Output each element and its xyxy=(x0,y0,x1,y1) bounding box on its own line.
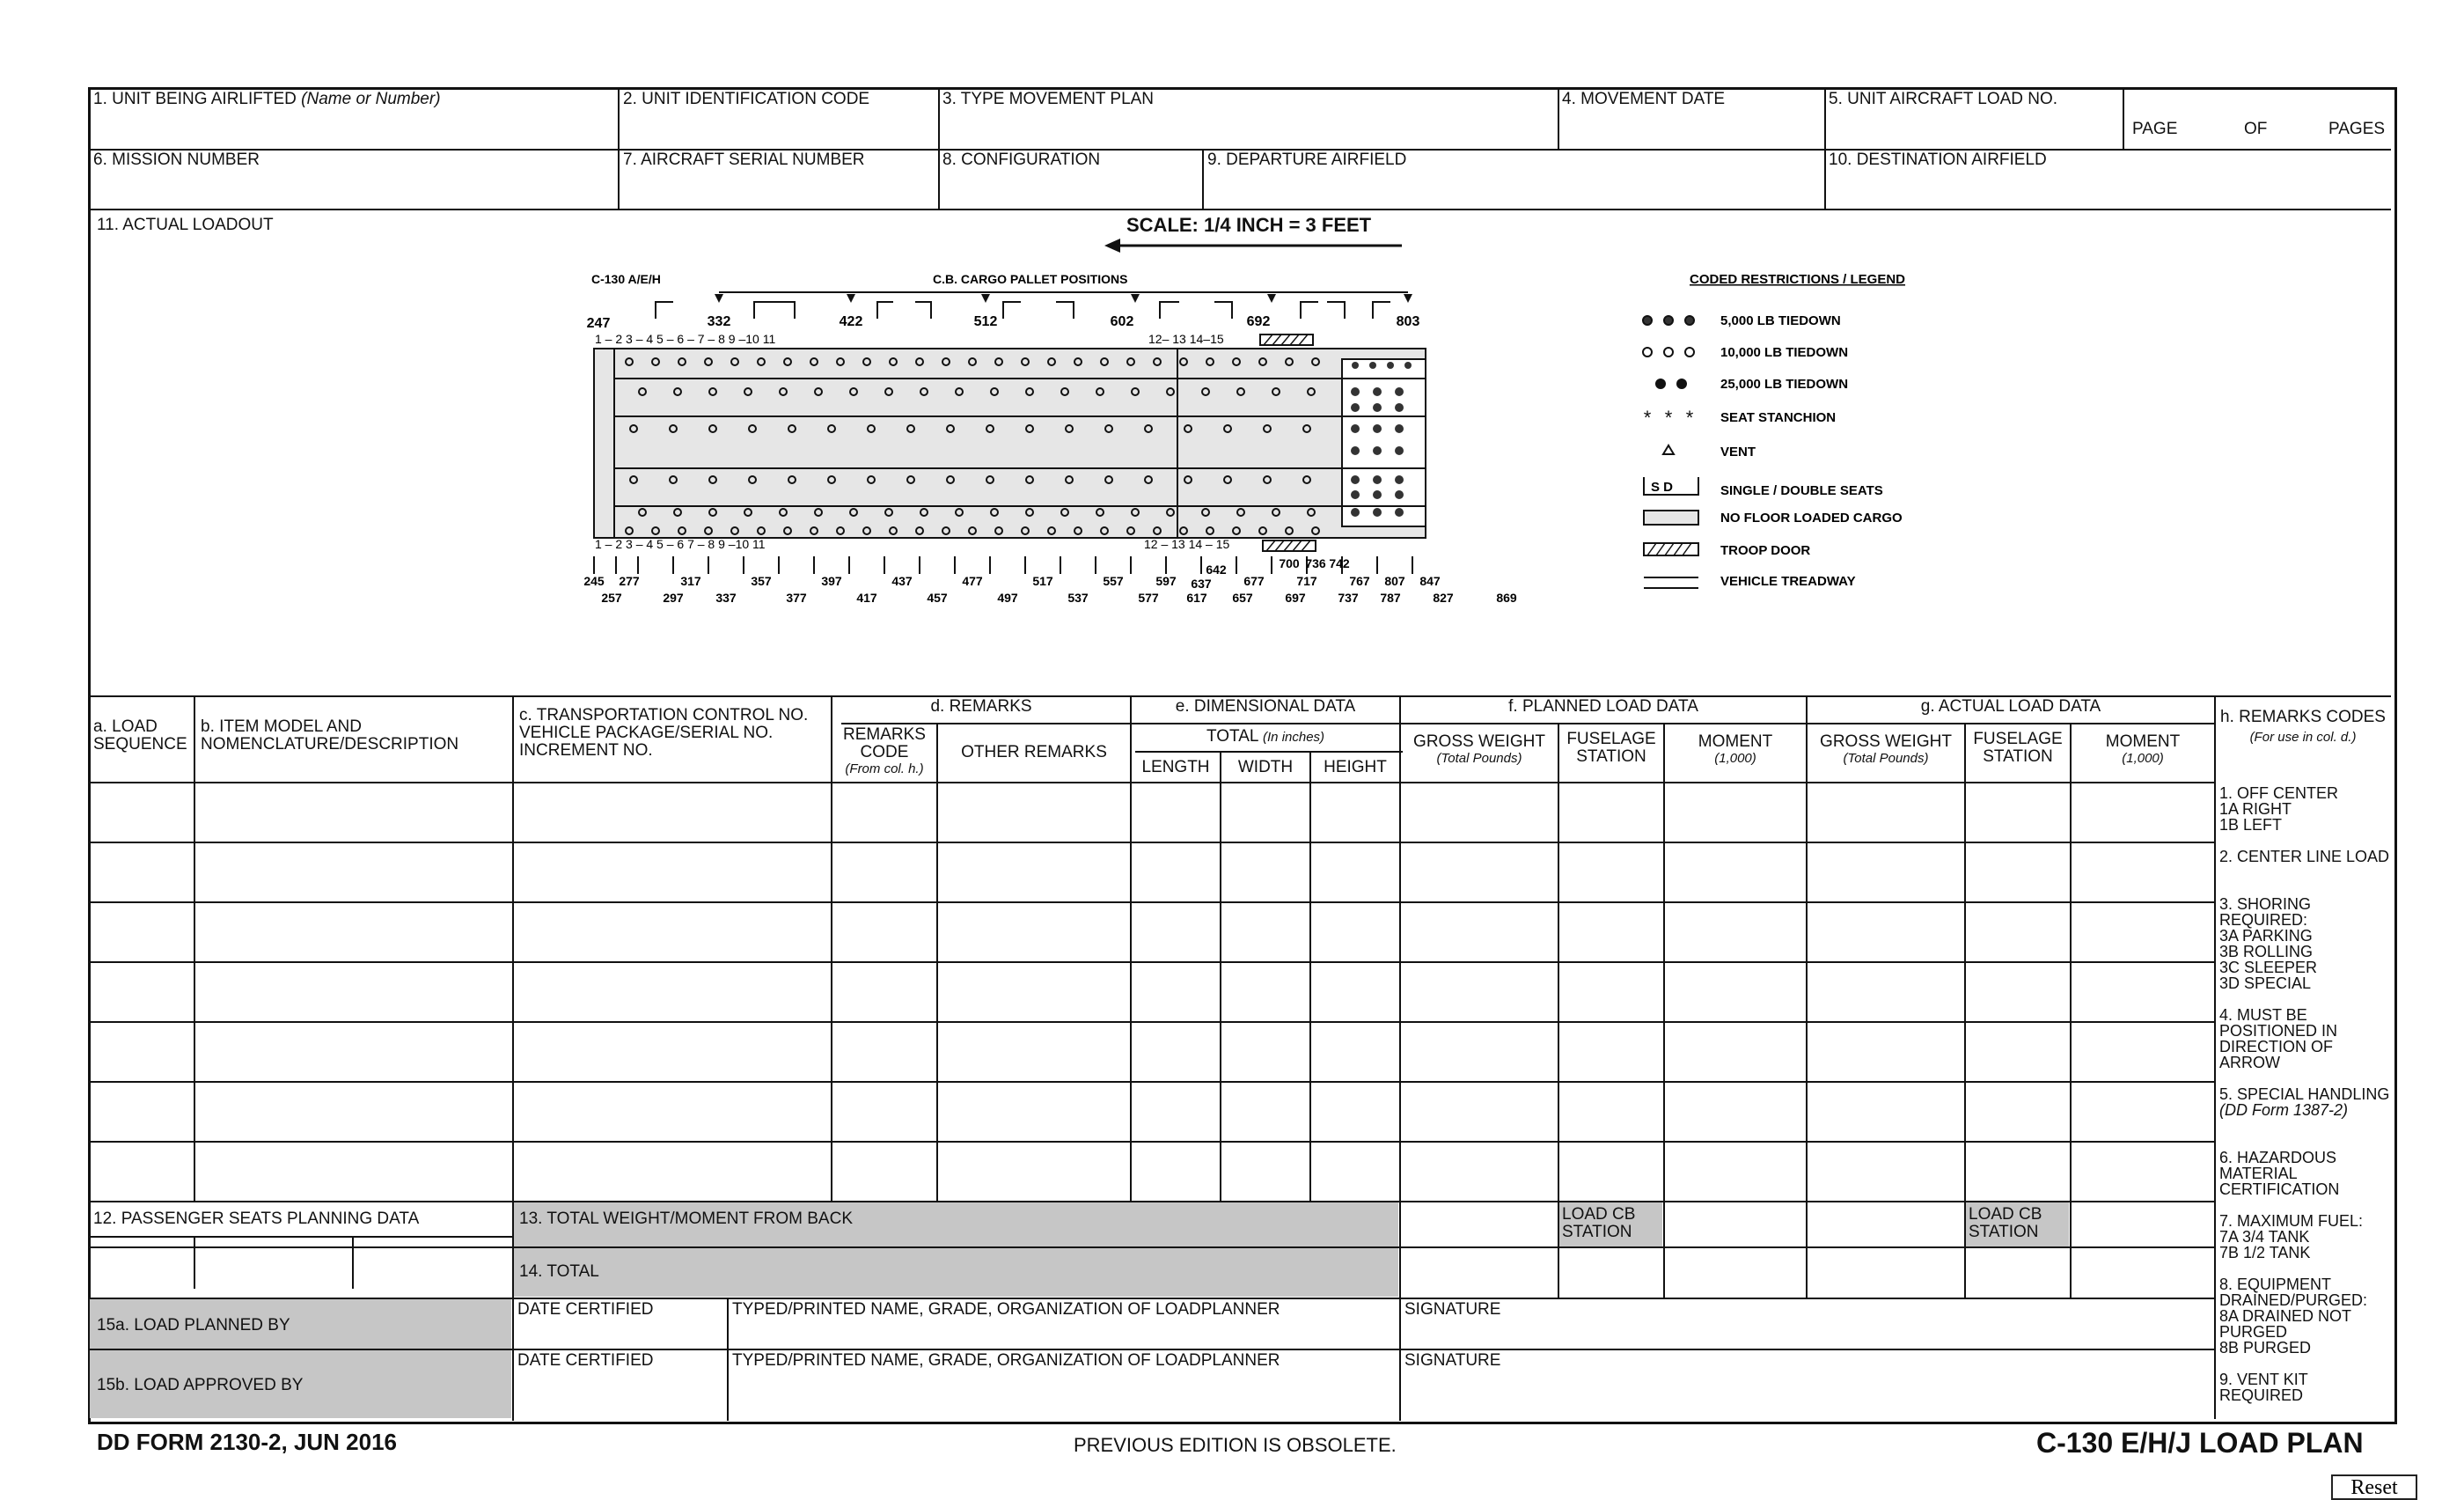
date-certified-label: DATE CERTIFIED xyxy=(517,1300,654,1319)
actual-fuselage-station-header: FUSELAGE STATION xyxy=(1973,730,2063,766)
station: 697 xyxy=(1285,591,1306,605)
scale-arrow-icon xyxy=(1104,236,1404,255)
mission-number-label: 6. MISSION NUMBER xyxy=(93,151,260,169)
troop-door xyxy=(1263,540,1316,551)
hatch-icon xyxy=(1644,543,1698,555)
pallet-position: 512 xyxy=(973,314,998,329)
station: 557 xyxy=(1103,574,1124,588)
divider xyxy=(1558,89,1559,149)
open-ring-icon xyxy=(1643,348,1694,357)
pallet-position: 332 xyxy=(707,314,731,329)
aircraft-serial-label: 7. AIRCRAFT SERIAL NUMBER xyxy=(623,151,865,169)
typed-name-label: TYPED/PRINTED NAME, GRADE, ORGANIZATION OF LOADPLANNER xyxy=(732,1300,1280,1319)
divider xyxy=(618,89,620,209)
length-header: LENGTH xyxy=(1141,758,1210,776)
star-icon xyxy=(1644,407,1694,429)
cargo-floor xyxy=(594,349,1426,538)
station: 337 xyxy=(715,591,737,605)
divider xyxy=(2123,89,2124,149)
station: 657 xyxy=(1232,591,1253,605)
station: 357 xyxy=(751,574,772,588)
station: 642 xyxy=(1206,562,1227,577)
aircraft-type: C-130 A/E/H xyxy=(591,272,661,286)
treadway-icon xyxy=(1644,577,1698,588)
unit-id-code-field[interactable] xyxy=(621,109,936,148)
station: 245 xyxy=(583,574,605,588)
planned-fuselage-station-header: FUSELAGE STATION xyxy=(1566,730,1656,766)
station: 700 xyxy=(1279,556,1300,570)
station: 577 xyxy=(1138,591,1159,605)
signature-label: SIGNATURE xyxy=(1404,1300,1501,1319)
load-approved-by-label: 15b. LOAD APPROVED BY xyxy=(97,1376,304,1394)
legend-text: NO FLOOR LOADED CARGO xyxy=(1720,511,1903,526)
actual-load-cb-label: LOAD CB STATION xyxy=(1969,1205,2042,1241)
station: 737 xyxy=(1338,591,1359,605)
station: 637 xyxy=(1191,577,1212,591)
station: 677 xyxy=(1243,574,1265,588)
station: 257 xyxy=(601,591,622,605)
station: 297 xyxy=(663,591,684,605)
unit-id-code-label: 2. UNIT IDENTIFICATION CODE xyxy=(623,90,870,108)
departure-airfield-label: 9. DEPARTURE AIRFIELD xyxy=(1207,151,1407,169)
pallets-title: C.B. CARGO PALLET POSITIONS xyxy=(933,272,1128,286)
pallet-position: 692 xyxy=(1246,314,1271,329)
table-row[interactable] xyxy=(92,1023,2212,1079)
remarks-code: 2. CENTER LINE LOAD xyxy=(2219,848,2390,865)
compartment-numbers-top: 1 – 2 3 – 4 5 – 6 – 7 – 8 9 –10 11 xyxy=(595,332,776,346)
station: 787 xyxy=(1380,591,1401,605)
legend-text: VEHICLE TREADWAY xyxy=(1720,574,1856,589)
passenger-seat-field[interactable] xyxy=(92,1238,192,1287)
station: 517 xyxy=(1032,574,1053,588)
movement-date-field[interactable] xyxy=(1561,109,1822,148)
load-planned-by-label: 15a. LOAD PLANNED BY xyxy=(97,1316,290,1335)
station: 597 xyxy=(1155,574,1177,588)
legend-text: SINGLE / DOUBLE SEATS xyxy=(1720,483,1883,498)
table-row[interactable] xyxy=(92,843,2212,900)
divider xyxy=(2214,695,2216,1419)
planned-signature-field[interactable] xyxy=(1403,1320,2212,1347)
station: 397 xyxy=(821,574,842,588)
svg-text:*: * xyxy=(1643,407,1652,429)
station: 869 xyxy=(1496,591,1517,605)
planned-name-field[interactable] xyxy=(730,1320,1397,1347)
form-id: DD FORM 2130-2, JUN 2016 xyxy=(97,1429,398,1455)
remarks-code: 1. OFF CENTER 1A RIGHT 1B LEFT xyxy=(2219,784,2339,834)
station: 377 xyxy=(786,591,807,605)
svg-text:*: * xyxy=(1685,407,1694,429)
station: 807 xyxy=(1384,574,1405,588)
planned-gross-weight-header: GROSS WEIGHT (Total Pounds) xyxy=(1413,732,1545,766)
station: 742 xyxy=(1329,556,1350,570)
total-back-label: 13. TOTAL WEIGHT/MOMENT FROM BACK xyxy=(519,1210,853,1228)
date-certified-label: DATE CERTIFIED xyxy=(517,1351,654,1370)
table-row[interactable] xyxy=(92,963,2212,1019)
actual-loadout-label: 11. ACTUAL LOADOUT xyxy=(97,216,274,234)
load-sequence-header: a. LOAD SEQUENCE xyxy=(93,717,187,754)
total-inches-header: TOTAL (In inches) xyxy=(1206,727,1325,746)
planned-load-header: f. PLANNED LOAD DATA xyxy=(1508,697,1698,716)
table-row[interactable] xyxy=(92,1143,2212,1199)
pallet-position: 803 xyxy=(1396,314,1420,329)
station: 317 xyxy=(680,574,701,588)
actual-gross-weight-header: GROSS WEIGHT (Total Pounds) xyxy=(1820,732,1952,766)
planned-load-cb-label: LOAD CB STATION xyxy=(1562,1205,1636,1241)
compartment-numbers-bottom: 1 – 2 3 – 4 5 – 6 7 – 8 9 –10 11 xyxy=(595,537,766,551)
divider xyxy=(841,723,2216,724)
movement-plan-label: 3. TYPE MOVEMENT PLAN xyxy=(942,90,1155,108)
divider xyxy=(1135,751,1403,753)
station: 617 xyxy=(1186,591,1207,605)
dot-icon xyxy=(1655,379,1687,389)
approved-signature-field[interactable] xyxy=(1403,1371,2212,1415)
unit-airlifted-label: 1. UNIT BEING AIRLIFTED (Name or Number) xyxy=(93,90,441,108)
remarks-code: 7. MAXIMUM FUEL: 7A 3/4 TANK 7B 1/2 TANK xyxy=(2219,1212,2364,1261)
scale-label: SCALE: 1/4 INCH = 3 FEET xyxy=(1126,214,1372,236)
reset-button[interactable]: Reset xyxy=(2331,1474,2417,1500)
remarks-code: 4. MUST BE POSITIONED IN DIRECTION OF ARROW xyxy=(2219,1006,2338,1071)
form-title: C-130 E/H/J LOAD PLAN xyxy=(2036,1427,2364,1459)
troop-door xyxy=(1260,335,1313,345)
configuration-label: 8. CONFIGURATION xyxy=(942,151,1101,169)
of-label: OF xyxy=(2244,120,2268,138)
destination-airfield-label: 10. DESTINATION AIRFIELD xyxy=(1829,151,2047,169)
height-header: HEIGHT xyxy=(1324,758,1387,776)
legend-text: SEAT STANCHION xyxy=(1720,410,1837,425)
movement-date-label: 4. MOVEMENT DATE xyxy=(1562,90,1726,108)
legend-text: 10,000 LB TIEDOWN xyxy=(1720,345,1849,360)
remarks-code: 8. EQUIPMENT DRAINED/PURGED: 8A DRAINED NOT PURGED 8B PURGED xyxy=(2219,1276,2368,1357)
destination-airfield-field[interactable] xyxy=(1828,171,2389,208)
station: 477 xyxy=(962,574,983,588)
passenger-seats-label: 12. PASSENGER SEATS PLANNING DATA xyxy=(93,1210,420,1228)
legend-title: CODED RESTRICTIONS / LEGEND xyxy=(1690,272,1906,287)
mission-number-field[interactable] xyxy=(92,171,616,208)
remarks-code: 3. SHORING REQUIRED: 3A PARKING 3B ROLLING 3C SLEEPER 3D SPECIAL xyxy=(2219,895,2318,992)
width-header: WIDTH xyxy=(1237,758,1294,776)
remarks-code-title: REMARKS CODE xyxy=(843,725,926,761)
table-row[interactable] xyxy=(92,1083,2212,1139)
remarks-code-hint: (From col. h.) xyxy=(845,761,924,776)
cargo-floor-diagram xyxy=(581,264,1531,625)
seat-glyph: S D xyxy=(1651,480,1674,495)
remarks-header: d. REMARKS xyxy=(930,697,1032,716)
passenger-seat-field[interactable] xyxy=(354,1238,510,1287)
station: 847 xyxy=(1419,574,1441,588)
legend xyxy=(1637,264,2006,599)
compartment-numbers-bottom-aft: 12 – 13 14 – 15 xyxy=(1144,537,1230,551)
remarks-codes-list xyxy=(2219,785,2392,1403)
passenger-seat-field[interactable] xyxy=(195,1238,350,1287)
aircraft-serial-field[interactable] xyxy=(621,171,936,208)
obsolete-notice: PREVIOUS EDITION IS OBSOLETE. xyxy=(1074,1434,1397,1456)
divider xyxy=(1202,149,1204,209)
divider xyxy=(727,1298,729,1421)
station: 537 xyxy=(1067,591,1089,605)
pallet-position: 247 xyxy=(586,316,611,331)
planned-date-field[interactable] xyxy=(516,1320,725,1347)
aircraft-load-no-field[interactable] xyxy=(1828,109,2121,148)
planned-moment-header: MOMENT (1,000) xyxy=(1698,732,1773,766)
actual-moment-header: MOMENT (1,000) xyxy=(2105,732,2181,766)
svg-text:*: * xyxy=(1664,407,1673,429)
table-row[interactable] xyxy=(92,903,2212,960)
aircraft-load-no-label: 5. UNIT AIRCRAFT LOAD NO. xyxy=(1829,90,2058,108)
pallet-position: 422 xyxy=(839,314,863,329)
remarks-code: 6. HAZARDOUS MATERIAL CERTIFICATION xyxy=(2219,1149,2340,1198)
legend-text: 25,000 LB TIEDOWN xyxy=(1720,377,1849,392)
dimensional-data-header: e. DIMENSIONAL DATA xyxy=(1175,697,1356,716)
signature-label: SIGNATURE xyxy=(1404,1351,1501,1370)
legend-text: VENT xyxy=(1720,445,1756,460)
typed-name-label: TYPED/PRINTED NAME, GRADE, ORGANIZATION OF LOADPLANNER xyxy=(732,1351,1280,1370)
station: 437 xyxy=(891,574,913,588)
station: 277 xyxy=(619,574,640,588)
triangle-icon xyxy=(1663,445,1674,454)
other-remarks-header: OTHER REMARKS xyxy=(961,743,1107,761)
filled-ring-icon xyxy=(1643,316,1694,325)
actual-total-weight-field[interactable] xyxy=(1808,1202,1962,1296)
planned-total-weight-field[interactable] xyxy=(1401,1202,1556,1296)
item-model-header: b. ITEM MODEL AND NOMENCLATURE/DESCRIPTION xyxy=(201,717,459,754)
configuration-field[interactable] xyxy=(942,171,1200,208)
divider xyxy=(1824,89,1826,209)
actual-load-header: g. ACTUAL LOAD DATA xyxy=(1920,697,2101,716)
pages-label: PAGES xyxy=(2328,120,2386,138)
station: 736 xyxy=(1305,556,1326,570)
pallet-position: 602 xyxy=(1110,314,1134,329)
legend-text: TROOP DOOR xyxy=(1720,543,1811,558)
divider xyxy=(938,89,940,209)
remarks-code: 9. VENT KIT REQUIRED xyxy=(2219,1371,2308,1404)
remarks-code-header xyxy=(832,726,936,776)
station: 457 xyxy=(927,591,948,605)
station: 767 xyxy=(1349,574,1370,588)
station: 417 xyxy=(856,591,877,605)
movement-plan-field[interactable] xyxy=(942,109,1556,148)
station: 497 xyxy=(997,591,1018,605)
total-label: 14. TOTAL xyxy=(519,1262,599,1281)
departure-airfield-field[interactable] xyxy=(1206,171,1822,208)
station: 717 xyxy=(1296,574,1317,588)
box-icon xyxy=(1644,511,1698,525)
total-bar xyxy=(514,1248,1398,1297)
legend-text: 5,000 LB TIEDOWN xyxy=(1720,313,1841,328)
unit-airlifted-field[interactable] xyxy=(92,109,616,148)
approved-name-field[interactable] xyxy=(730,1371,1397,1415)
table-row[interactable] xyxy=(92,783,2212,840)
remarks-codes-header: h. REMARKS CODES (For use in col. d.) xyxy=(2220,708,2386,745)
page-label: PAGE xyxy=(2132,120,2178,138)
compartment-numbers-top-aft: 12– 13 14–15 xyxy=(1148,332,1224,346)
approved-date-field[interactable] xyxy=(516,1371,725,1415)
transport-control-header: c. TRANSPORTATION CONTROL NO. VEHICLE PACKAGE/SERIAL NO. INCREMENT NO. xyxy=(519,706,809,760)
station: 827 xyxy=(1433,591,1454,605)
remarks-code: 5. SPECIAL HANDLING (DD Form 1387-2) xyxy=(2219,1085,2390,1119)
divider xyxy=(90,209,2391,210)
